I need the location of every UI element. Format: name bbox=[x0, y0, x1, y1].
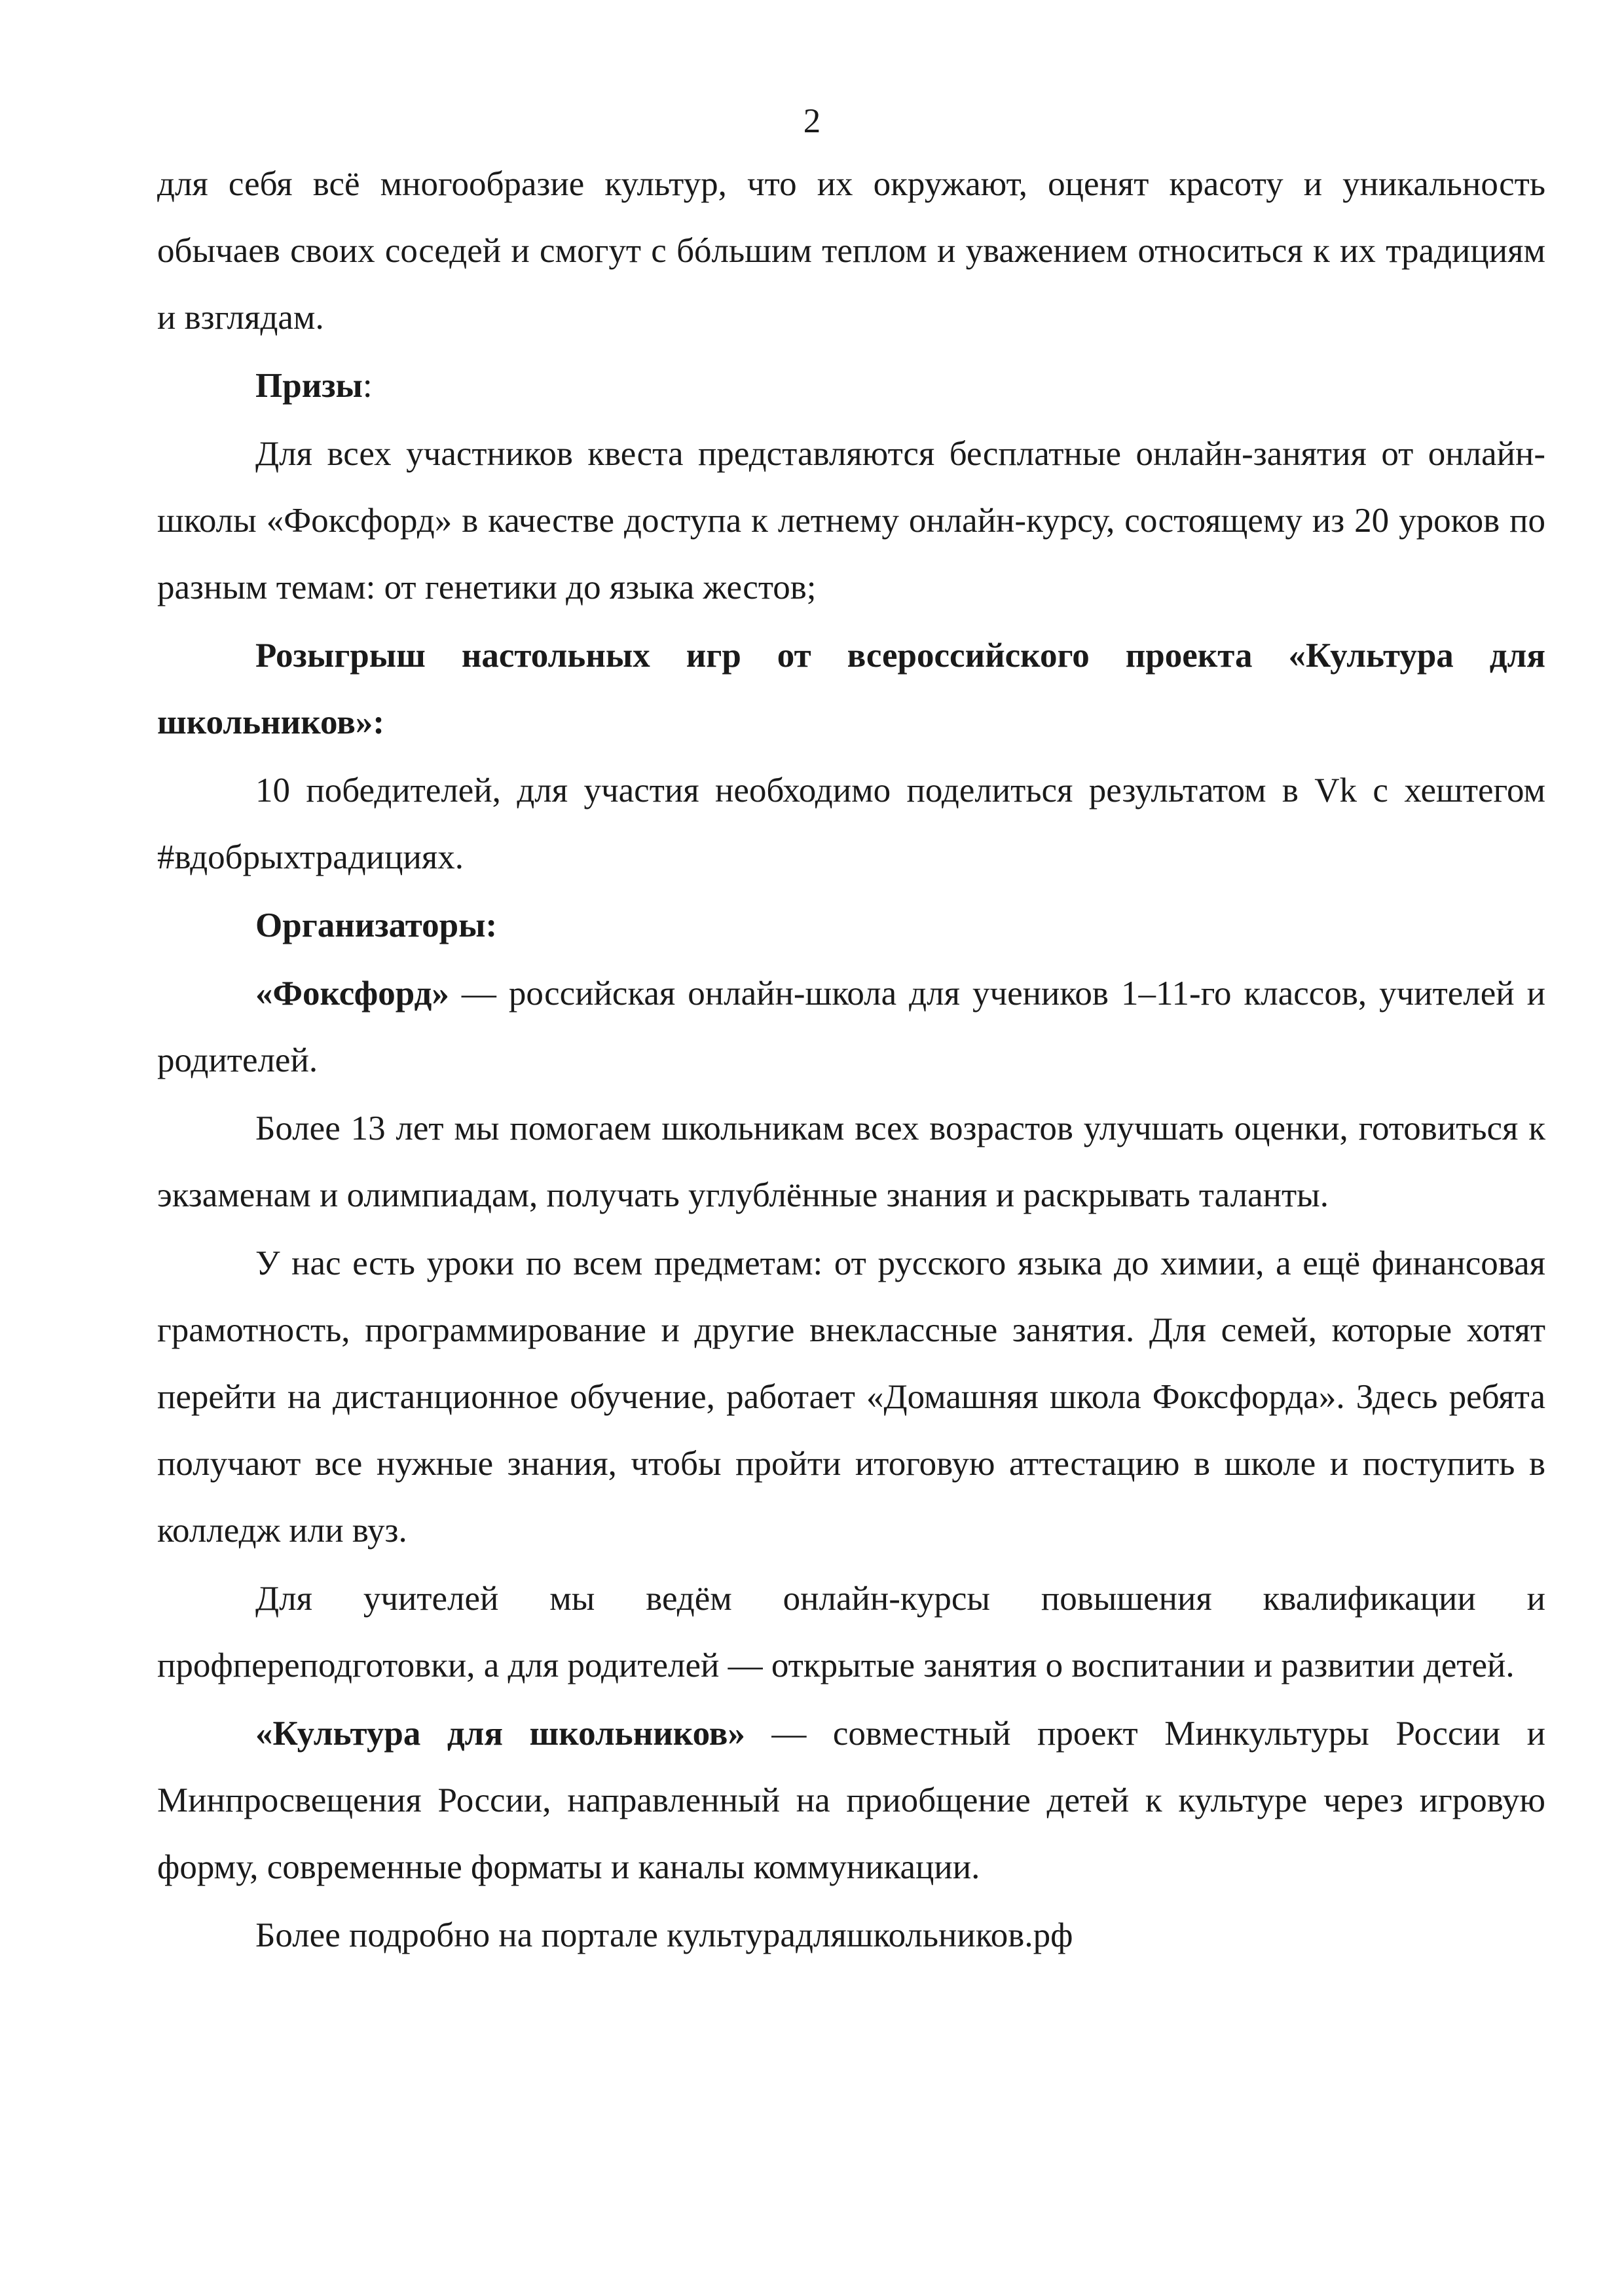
prizes-heading-colon: : bbox=[362, 367, 373, 405]
culture-project-name: «Культура для школьников» bbox=[255, 1715, 745, 1753]
paragraph-prizes: Для всех участников квеста представляются бесплатные онлайн-занятия от онлайн-школы «Фоксфорд» в качестве доступа к летнему онлайн-курсу, состоящему из 20 уроков по разным темам: от генетики до языка жестов; bbox=[157, 435, 1545, 606]
culture-project-description: — совместный проект Минкультуры России и Минпросвещения России, направленный на приобщение детей к культуре через игровую форму, современные форматы и каналы коммуникации. bbox=[157, 1715, 1545, 1886]
prizes-heading: Призы bbox=[255, 367, 363, 405]
page-number: 2 bbox=[803, 102, 821, 140]
paragraph-intro-continuation: для себя всё многообразие культур, что их окружают, оценят красоту и уникальность обычаев своих соседей и смогут с бóльшим теплом и уважением относиться к их традициям и взглядам. bbox=[157, 165, 1545, 337]
paragraph-foxford bbox=[157, 960, 1545, 1094]
foxford-description: — российская онлайн-школа для учеников 1–11-го классов, учителей и родителей. bbox=[157, 975, 1545, 1079]
paragraph-foxford-teachers: Для учителей мы ведём онлайн-курсы повышения квалификации и профпереподготовки, а для родителей — открытые занятия о воспитании и развитии детей. bbox=[157, 1580, 1545, 1684]
prizes-heading-line bbox=[157, 352, 1545, 419]
paragraph-raffle-winners: 10 победителей, для участия необходимо поделиться результатом в Vk с хештегом #вдобрыхтрадициях. bbox=[157, 772, 1545, 876]
paragraph-culture-project bbox=[157, 1700, 1545, 1901]
document-body bbox=[157, 151, 1545, 1969]
paragraph-foxford-experience: Более 13 лет мы помогаем школьникам всех возрастов улучшать оценки, готовиться к экзаменам и олимпиадам, получать углублённые знания и раскрывать таланты. bbox=[157, 1109, 1545, 1214]
foxford-name: «Фоксфорд» bbox=[255, 975, 449, 1013]
paragraph-portal-link: Более подробно на портале культурадляшкольников.рф bbox=[255, 1916, 1073, 1954]
paragraph-foxford-subjects: У нас есть уроки по всем предметам: от русского языка до химии, а ещё финансовая грамотность, программирование и другие внеклассные занятия. Для семей, которые хотят перейти на дистанционное обучение, работает «Домашняя школа Фоксфорда». Здесь ребята получают все нужные знания, чтобы пройти итоговую аттестацию в школе и поступить в колледж или вуз. bbox=[157, 1244, 1545, 1550]
organizers-heading: Организаторы: bbox=[255, 906, 498, 944]
raffle-heading: Розыгрыш настольных игр от всероссийского проекта «Культура для школьников»: bbox=[157, 637, 1545, 741]
